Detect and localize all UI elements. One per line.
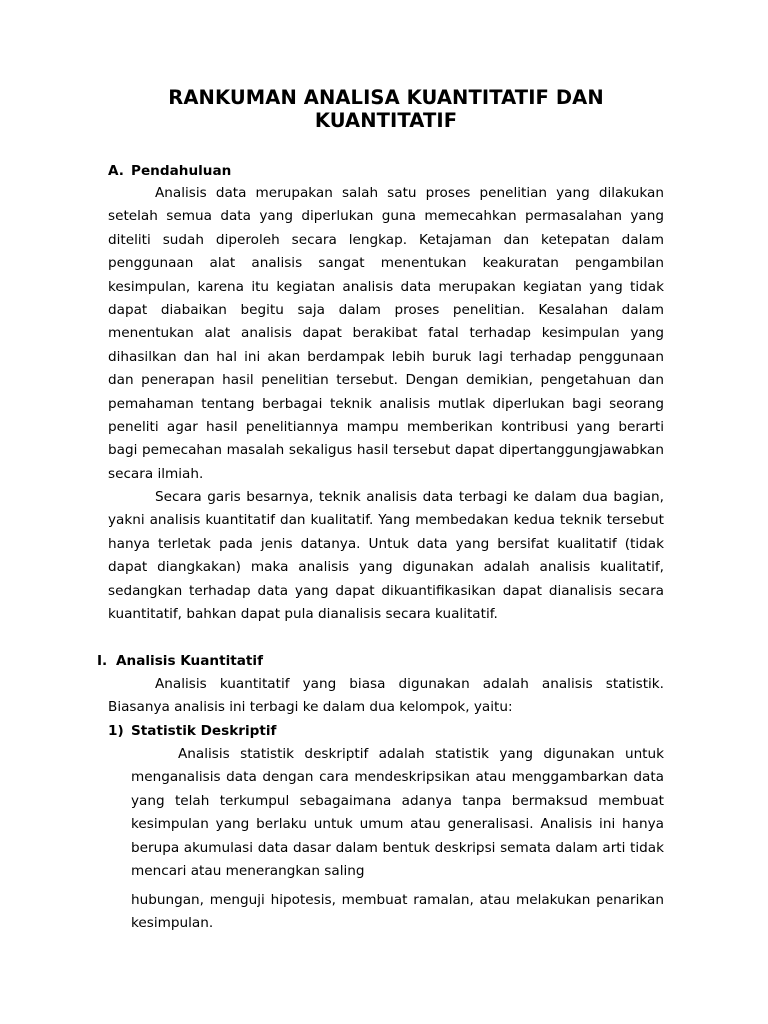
section-a-title: Pendahuluan bbox=[131, 163, 232, 179]
subsection-1-continuation: hubungan, menguji hipotesis, membuat ramalan, atau melakukan penarikan kesimpulan. bbox=[131, 892, 664, 932]
section-i-number: I. bbox=[97, 653, 108, 669]
subsection-1-paragraph: Analisis statistik deskriptif adalah statistik yang digunakan untuk menganalisis data dengan cara mendeskripsikan atau menggambarkan data yang telah terkumpul sebagaimana adanya tanpa bermaksud membuat kesimpulan yang berlaku untuk umum atau generalisasi. Analisis ini hanya berupa akumulasi data dasar dalam bentuk deskripsi semata dalam arti tidak mencari atau menerangkan saling bbox=[131, 746, 664, 880]
section-a-paragraph-1: Analisis data merupakan salah satu proses penelitian yang dilakukan setelah semua data yang diperlukan guna memecahkan permasalahan yang diteliti sudah diperoleh secara lengkap. Ketajaman dan ketepatan dalam penggunaan alat analisis sangat menentukan keakuratan pengambilan kesimpulan, karena itu kegiatan analisis data merupakan kegiatan yang tidak dapat diabaikan begitu saja dalam proses penelitian. Kesalahan dalam menentukan alat analisis dapat berakibat fatal terhadap kesimpulan yang dihasilkan dan hal ini akan berdampak lebih buruk lagi terhadap penggunaan dan penerapan hasil penelitian tersebut. Dengan demikian, pengetahuan dan pemahaman tentang berbagai teknik analisis mutlak diperlukan bagi seorang peneliti agar hasil penelitiannya mampu memberikan kontribusi yang berarti bagi pemecahan masalah sekaligus hasil tersebut dapat dipertanggungjawabkan secara ilmiah. bbox=[108, 185, 664, 482]
section-i-heading bbox=[97, 651, 263, 671]
section-i-title: Analisis Kuantitatif bbox=[116, 653, 263, 669]
section-a-heading bbox=[108, 161, 231, 181]
document-title: RANKUMAN ANALISA KUANTITATIF DAN KUANTITATIF bbox=[168, 86, 604, 132]
section-a-paragraph-2: Secara garis besarnya, teknik analisis data terbagi ke dalam dua bagian, yakni analisis kuantitatif dan kualitatif. Yang membedakan kedua teknik tersebut hanya terletak pada jenis datanya. Untuk data yang bersifat kualitatif (tidak dapat diangkakan) maka analisis yang digunakan adalah analisis kualitatif, sedangkan terhadap data yang dapat dikuantifikasikan dapat dianalisis secara kuantitatif, bahkan dapat pula dianalisis secara kualitatif. bbox=[108, 489, 664, 623]
subsection-1-heading bbox=[108, 721, 276, 741]
section-i-paragraph: Analisis kuantitatif yang biasa digunakan adalah analisis statistik. Biasanya analisis ini terbagi ke dalam dua kelompok, yaitu: bbox=[108, 676, 664, 716]
section-a-number: A. bbox=[108, 163, 124, 179]
subsection-1-number: 1) bbox=[108, 723, 124, 739]
subsection-1-title: Statistik Deskriptif bbox=[131, 723, 277, 739]
